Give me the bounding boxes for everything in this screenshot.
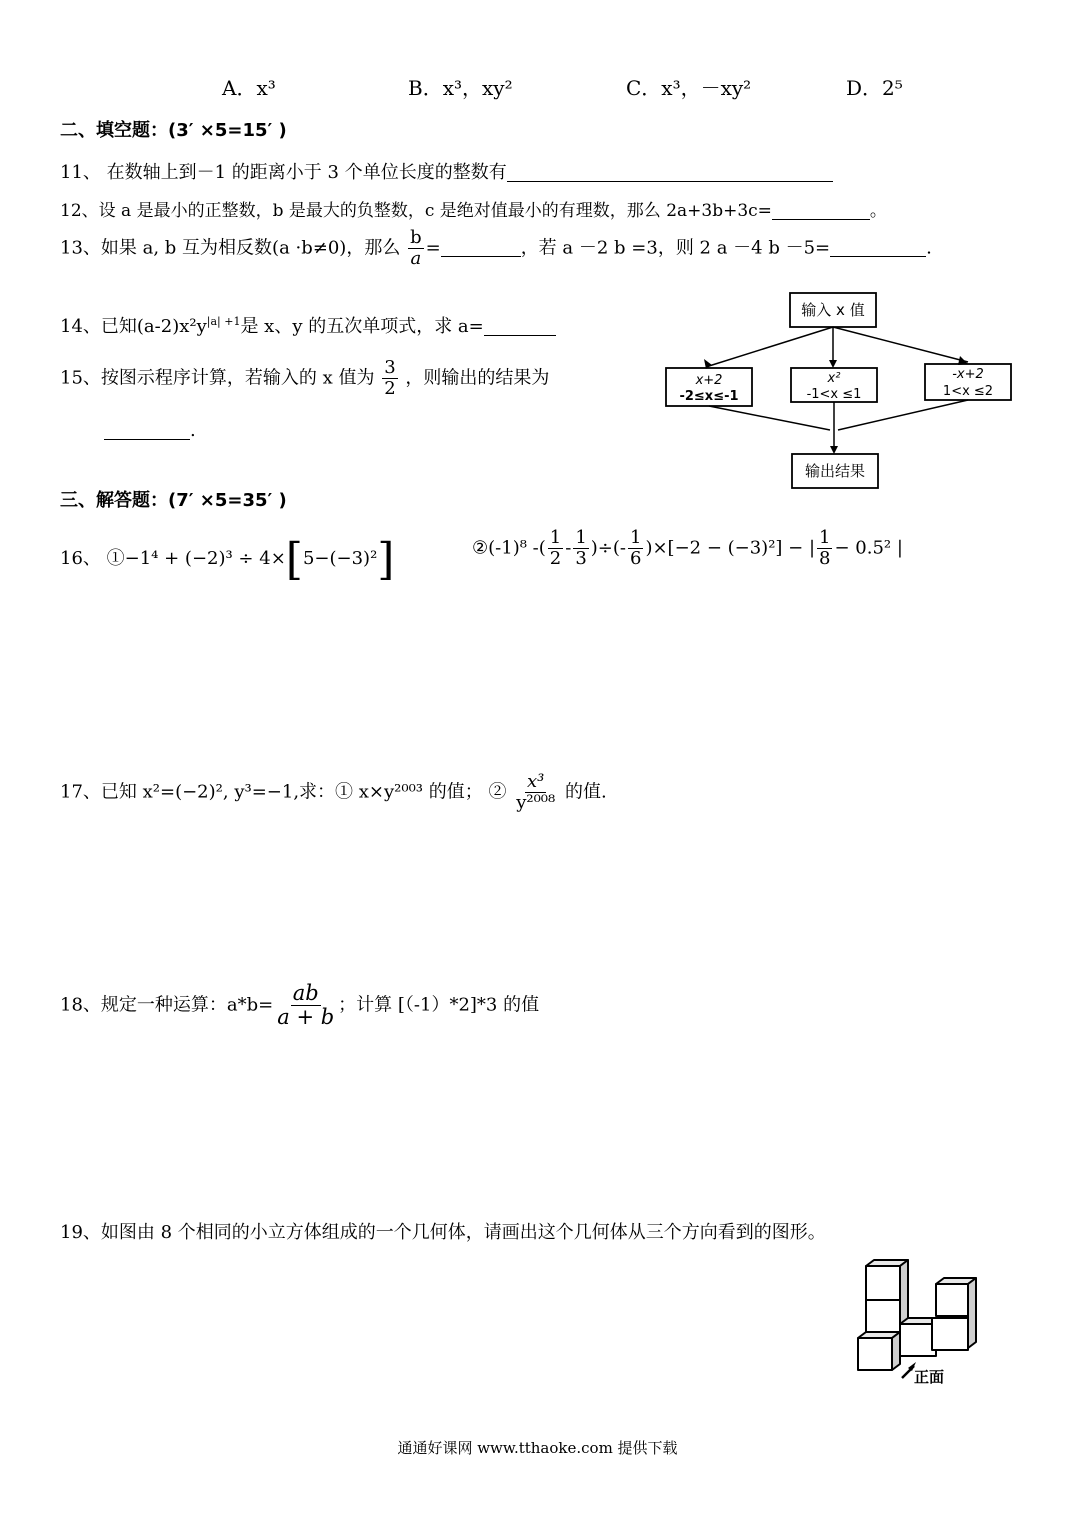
flow-left-expr: x+2 bbox=[695, 373, 723, 388]
fraction-1-6 bbox=[628, 528, 643, 569]
question-15-part2: ，则输出的结果为 bbox=[405, 367, 550, 389]
question-14-part1: 14、已知(a-2)x²y bbox=[60, 316, 207, 337]
question-16-part1-b: 5−(−3)² bbox=[302, 548, 378, 569]
question-12-end: 。 bbox=[869, 201, 887, 221]
question-16-label: 16、 bbox=[60, 548, 101, 569]
page-footer: 通通好课网 www.tthaoke.com 提供下载 bbox=[397, 1439, 678, 1457]
flow-right-cond: 1<x ≤2 bbox=[942, 384, 994, 399]
question-16-part2-d: − 0.5² | bbox=[834, 537, 903, 559]
option-d: D．2⁵ bbox=[846, 76, 903, 100]
question-17-fraction bbox=[514, 772, 557, 813]
fraction-1-2 bbox=[548, 528, 563, 569]
fraction-1-8 bbox=[817, 528, 832, 569]
answer-blank-13a[interactable] bbox=[441, 238, 521, 257]
question-18-part2: ；计算 [（-1）*2]*3 的值 bbox=[338, 994, 540, 1016]
arrow-input-left bbox=[709, 327, 833, 366]
question-15-part1: 15、按图示程序计算，若输入的 x 值为 bbox=[60, 367, 375, 389]
arrowhead bbox=[830, 446, 838, 454]
arrow-input-right bbox=[833, 327, 968, 362]
question-15-end: . bbox=[190, 420, 196, 441]
question-12 bbox=[60, 196, 887, 221]
question-17 bbox=[60, 772, 607, 813]
front-label: 正面 bbox=[914, 1368, 945, 1386]
question-14-exponent: |a| +1 bbox=[206, 315, 241, 328]
fraction-numerator: b bbox=[410, 227, 422, 248]
flow-input-text: 输入 x 值 bbox=[801, 301, 865, 319]
question-16-part2-c: )×[−2 − (−3)²] − | bbox=[645, 537, 816, 559]
answer-blank-12[interactable] bbox=[772, 201, 870, 220]
question-16-part2-a: ②(-1)⁸ -( bbox=[472, 537, 546, 559]
question-13-part3: ，若 a －2 b =3，则 2 a －4 b －5= bbox=[520, 237, 831, 259]
question-15-answer-line bbox=[104, 420, 196, 441]
arrow-left-output bbox=[709, 406, 830, 430]
question-16-part2-b: )÷(- bbox=[590, 537, 626, 559]
question-17-part2: 的值. bbox=[564, 781, 607, 803]
fraction-numerator: 3 bbox=[384, 357, 396, 378]
question-13-part1: 13、如果 a, b 互为相反数(a ·b≠0)，那么 bbox=[60, 237, 401, 259]
fraction-numerator: 1 bbox=[819, 527, 831, 548]
question-16-part2 bbox=[472, 528, 903, 569]
minus-sign: - bbox=[565, 537, 572, 559]
question-13-part2: = bbox=[425, 237, 441, 259]
fraction-denominator: 2 bbox=[384, 377, 396, 399]
bracket-open: [ bbox=[285, 534, 303, 585]
question-13-fraction bbox=[408, 228, 424, 269]
cube-figure bbox=[852, 1258, 982, 1388]
question-19: 19、如图由 8 个相同的小立方体组成的一个几何体，请画出这个几何体从三个方向看到的图形。 bbox=[60, 1222, 826, 1243]
fraction-denominator: y²⁰⁰⁸ bbox=[516, 791, 556, 813]
section-3-title: 三、解答题：(7′ ×5=35′ ) bbox=[60, 490, 287, 511]
fraction-numerator: x³ bbox=[527, 771, 545, 792]
question-18 bbox=[60, 982, 539, 1029]
section-2-title: 二、填空题：(3′ ×5=15′ ) bbox=[60, 120, 287, 141]
fraction-1-3 bbox=[573, 528, 588, 569]
question-14 bbox=[60, 312, 556, 338]
question-16-part1-a: ①−1⁴ + (−2)³ ÷ 4× bbox=[106, 548, 286, 569]
flow-mid-expr: x² bbox=[827, 371, 841, 386]
answer-blank-15[interactable] bbox=[104, 421, 190, 440]
question-13 bbox=[60, 228, 932, 269]
question-18-fraction bbox=[275, 982, 336, 1029]
question-17-part1: 17、已知 x²=(−2)², y³=−1,求：① x×y²⁰⁰³ 的值； ② bbox=[60, 781, 507, 803]
fraction-denominator: 2 bbox=[549, 547, 562, 569]
question-13-end: . bbox=[926, 237, 932, 259]
fraction-numerator: ab bbox=[292, 981, 319, 1005]
fraction-denominator: 6 bbox=[629, 547, 642, 569]
question-15-fraction bbox=[382, 358, 397, 399]
question-12-text: 12、设 a 是最小的正整数，b 是最大的负整数，c 是绝对值最小的有理数，那么 2a+3b+3c= bbox=[60, 201, 772, 221]
answer-blank-11[interactable] bbox=[507, 163, 833, 182]
fraction-denominator: 3 bbox=[575, 547, 587, 569]
question-16 bbox=[60, 534, 394, 585]
option-b: B．x³，xy² bbox=[408, 76, 513, 100]
question-18-part1: 18、规定一种运算：a*b= bbox=[60, 994, 274, 1016]
flow-left-cond: -2≤x≤-1 bbox=[679, 389, 739, 404]
fraction-numerator: 1 bbox=[575, 527, 587, 548]
question-14-part2: 是 x、y 的五次单项式，求 a= bbox=[240, 316, 484, 337]
flow-mid-cond: -1<x ≤1 bbox=[806, 387, 862, 402]
flow-right-expr: -x+2 bbox=[952, 367, 984, 382]
arrowhead bbox=[829, 360, 837, 368]
question-11-text: 11、 在数轴上到－1 的距离小于 3 个单位长度的整数有 bbox=[60, 162, 507, 183]
arrowhead bbox=[958, 356, 968, 365]
fraction-denominator: a bbox=[410, 247, 422, 269]
answer-blank-13b[interactable] bbox=[830, 238, 926, 257]
bracket-close: ] bbox=[377, 534, 395, 585]
fraction-denominator: 8 bbox=[819, 547, 831, 569]
program-flowchart bbox=[660, 288, 1020, 493]
question-15 bbox=[60, 358, 549, 399]
question-11 bbox=[60, 158, 833, 184]
fraction-numerator: 1 bbox=[629, 527, 642, 548]
answer-blank-14[interactable] bbox=[484, 317, 556, 336]
flow-output-text: 输出结果 bbox=[804, 462, 866, 480]
option-c: C．x³，－xy² bbox=[626, 76, 752, 100]
option-a: A．x³ bbox=[222, 76, 276, 100]
fraction-numerator: 1 bbox=[549, 527, 562, 548]
fraction-denominator: a + b bbox=[277, 1005, 335, 1030]
arrow-right-output bbox=[838, 400, 968, 430]
